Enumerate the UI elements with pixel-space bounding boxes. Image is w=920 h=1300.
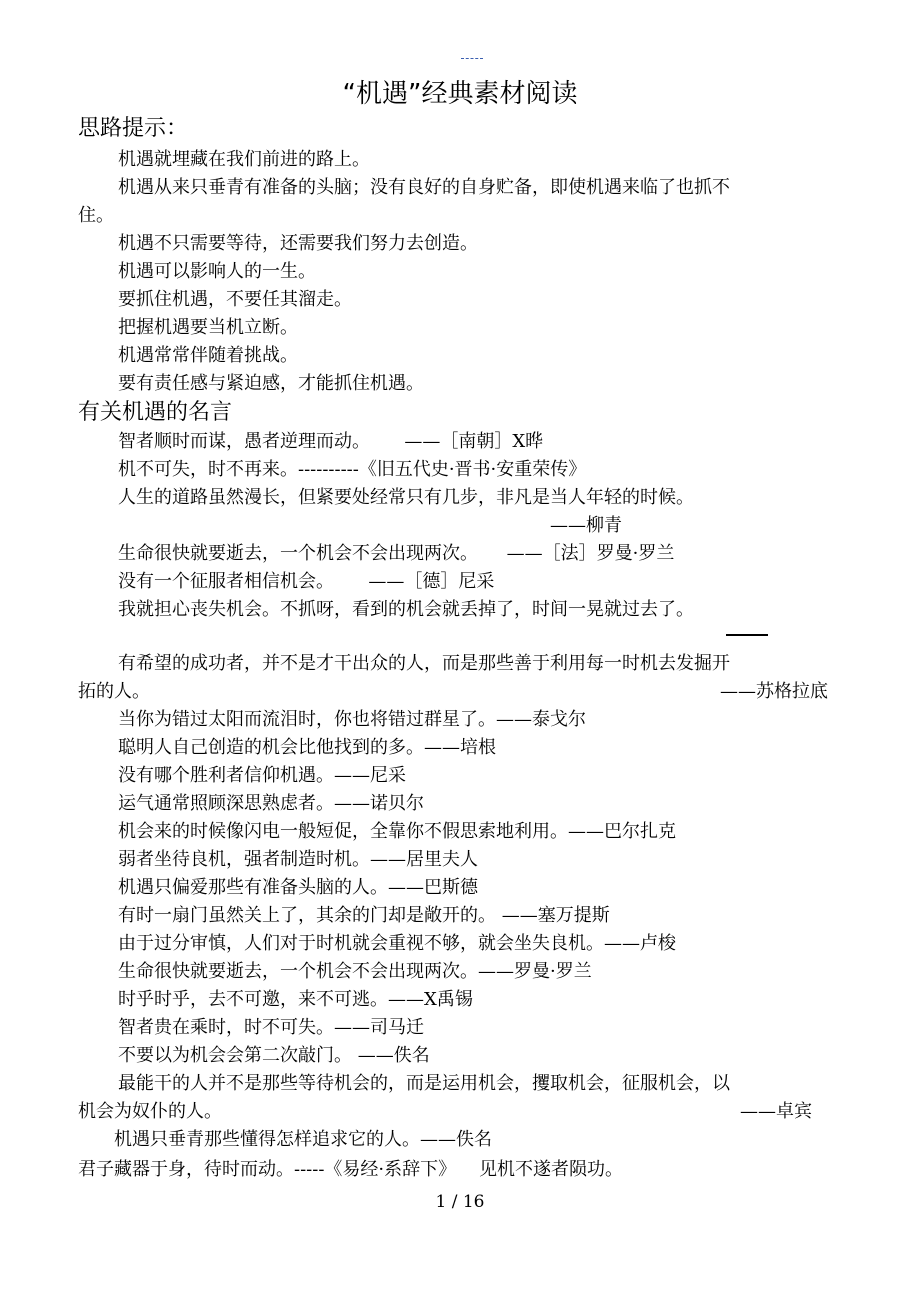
quote-line: 机会为奴仆的人。 [78,1101,222,1122]
quote-line: 君子藏器于身，待时而动。-----《易经·系辞下》 见机不遂者陨功。 [78,1159,624,1180]
quote-line: 生命很快就要逝去，一个机会不会出现两次。 ——［法］罗曼·罗兰 [118,543,675,564]
quote-line: 智者顺时而谋，愚者逆理而动。 ——［南朝］X晔 [118,431,544,452]
header-mark [461,58,483,59]
quote-line: 机遇只垂青那些懂得怎样追求它的人。——佚名 [114,1129,492,1150]
idea-line: 把握机遇要当机立断。 [118,317,298,338]
quote-line: 有希望的成功者，并不是才干出众的人，而是那些善于利用每一时机去发掘开 [118,653,730,674]
quote-line: 运气通常照顾深思熟虑者。——诺贝尔 [118,793,424,814]
quote-line: 智者贵在乘时，时不可失。——司马迁 [118,1017,424,1038]
quote-author: ——苏格拉底 [720,681,828,702]
quote-line: 最能干的人并不是那些等待机会的，而是运用机会，攫取机会，征服机会，以 [118,1073,730,1094]
idea-line: 要有责任感与紧迫感，才能抓住机遇。 [118,373,424,394]
quote-author: ——卓宾 [740,1101,812,1122]
quote-line: 有时一扇门虽然关上了，其余的门却是敞开的。 ——塞万提斯 [118,905,610,926]
quote-line: 机不可失，时不再来。----------《旧五代史·晋书·安重荣传》 [118,459,587,480]
idea-line: 住。 [78,205,114,226]
quote-dash [726,634,768,636]
quote-line: 弱者坐待良机，强者制造时机。——居里夫人 [118,849,478,870]
section-heading-quotes: 有关机遇的名言 [78,400,233,425]
quote-line: 时乎时乎，去不可邀，来不可逃。——X禹锡 [118,989,473,1010]
idea-line: 机遇不只需要等待，还需要我们努力去创造。 [118,233,478,254]
quote-line: 当你为错过太阳而流泪时，你也将错过群星了。——泰戈尔 [118,709,586,730]
quote-line: 不要以为机会会第二次敲门。 ——佚名 [118,1045,430,1066]
page-number: 1 / 16 [435,1192,485,1212]
quote-line: 机会来的时候像闪电一般短促，全靠你不假思索地利用。——巴尔扎克 [118,821,676,842]
quote-line: 机遇只偏爱那些有准备头脑的人。——巴斯德 [118,877,478,898]
quote-line: 人生的道路虽然漫长，但紧要处经常只有几步，非凡是当人年轻的时候。 [118,487,694,508]
quote-line: 我就担心丧失机会。不抓呀，看到的机会就丢掉了，时间一晃就过去了。 [118,599,694,620]
quote-line: 聪明人自己创造的机会比他找到的多。——培根 [118,737,496,758]
quote-author: ——柳青 [550,515,622,536]
idea-line: 机遇就埋藏在我们前进的路上。 [118,149,370,170]
section-heading-ideas: 思路提示： [78,116,189,141]
quote-line: 由于过分审慎，人们对于时机就会重视不够，就会坐失良机。——卢梭 [118,933,676,954]
idea-line: 机遇从来只垂青有准备的头脑；没有良好的自身贮备，即使机遇来临了也抓不 [118,177,730,198]
idea-line: 机遇可以影响人的一生。 [118,261,316,282]
quote-line: 没有一个征服者相信机会。 ——［德］尼采 [118,571,495,592]
page-title: “机遇”经典素材阅读 [342,79,578,109]
idea-line: 机遇常常伴随着挑战。 [118,345,298,366]
quote-line: 生命很快就要逝去，一个机会不会出现两次。——罗曼·罗兰 [118,961,592,982]
quote-line: 没有哪个胜利者信仰机遇。——尼采 [118,765,406,786]
quote-line: 拓的人。 [78,681,150,702]
idea-line: 要抓住机遇，不要任其溜走。 [118,289,352,310]
